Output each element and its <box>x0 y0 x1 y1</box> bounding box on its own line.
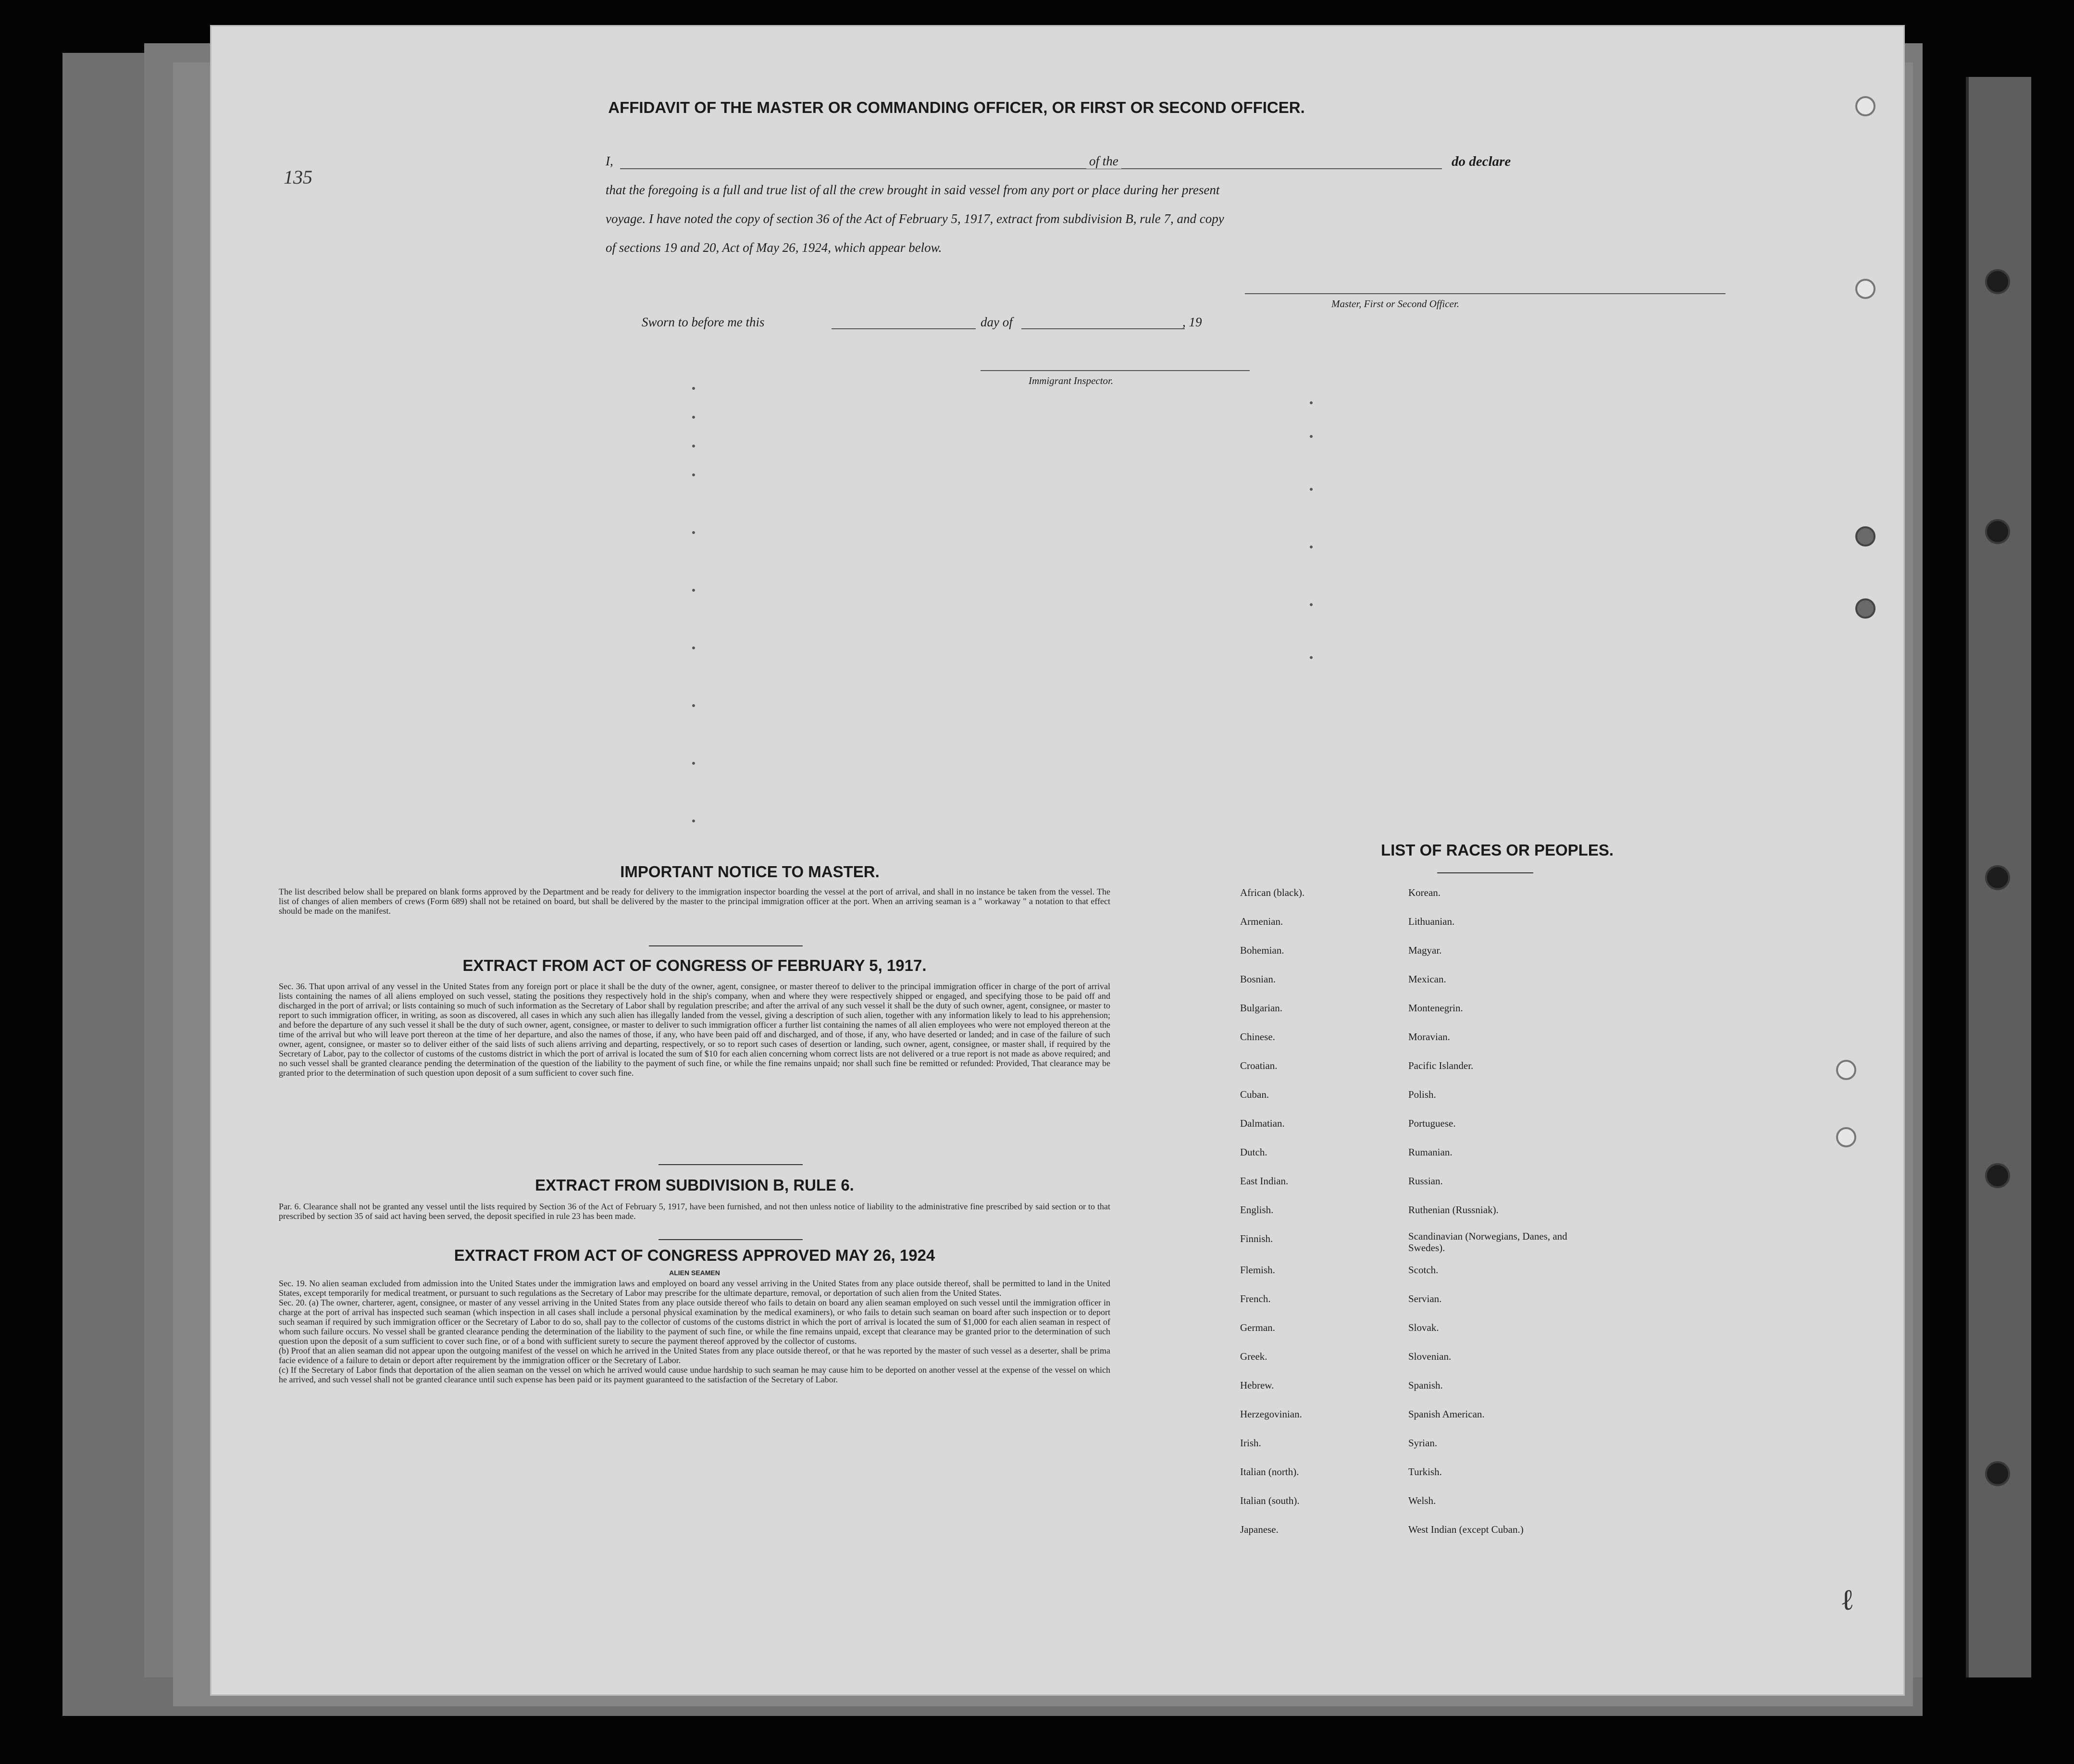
race-item: Spanish American. <box>1408 1408 1485 1420</box>
inspector-label: Immigrant Inspector. <box>1029 375 1114 386</box>
pencil-mark: ℓ <box>1838 1583 1856 1617</box>
form-dot <box>1310 488 1313 491</box>
race-item: French. <box>1240 1293 1271 1304</box>
race-item: Irish. <box>1240 1437 1261 1449</box>
race-item: Dalmatian. <box>1240 1118 1285 1129</box>
form-dot <box>692 589 695 592</box>
race-item: English. <box>1240 1204 1274 1216</box>
notice-title: IMPORTANT NOTICE TO MASTER. <box>620 863 880 881</box>
race-item: Moravian. <box>1408 1031 1450 1043</box>
form-dot <box>1310 435 1313 438</box>
form-dot <box>692 531 695 534</box>
race-item: Russian. <box>1408 1175 1443 1187</box>
form-dot <box>692 445 695 447</box>
affidavit-line-3: voyage. I have noted the copy of section 36 of the Act of February 5, 1917, extract from subdivision B, rule 7, and copy <box>606 211 1224 226</box>
race-item: Italian (north). <box>1240 1466 1299 1478</box>
affidavit-do-declare-label: do declare <box>1452 154 1511 169</box>
binder-ring <box>1836 1127 1856 1147</box>
race-item: Mexican. <box>1408 973 1446 985</box>
race-item: Slovak. <box>1408 1322 1439 1333</box>
race-item: Scotch. <box>1408 1264 1439 1276</box>
binder-ring <box>1855 279 1875 299</box>
binder-ring <box>1855 598 1875 619</box>
extract-1924-sec20c: (c) If the Secretary of Labor finds that deportation of the alien seaman on the vessel on which he arrived would cause undue hardship to such seaman he may cause him to be deported on another vessel at the expense of the vessel on which he arrived, and such vessel shall not be granted clearance until such expense has been paid or its payment guaranteed to the satisfaction of the Secretary of Labor. <box>279 1365 1110 1384</box>
race-item: Welsh. <box>1408 1495 1436 1506</box>
extract-rule6-title: EXTRACT FROM SUBDIVISION B, RULE 6. <box>535 1176 854 1194</box>
race-item: Rumanian. <box>1408 1146 1453 1158</box>
race-item: Scandinavian (Norwegians, Danes, and Swedes). <box>1408 1230 1567 1254</box>
vessel-name-line <box>1144 168 1442 169</box>
race-item: East Indian. <box>1240 1175 1289 1187</box>
race-item: Finnish. <box>1240 1233 1273 1244</box>
form-dot <box>1310 603 1313 606</box>
punch-hole <box>1985 1163 2010 1188</box>
punch-hole <box>1985 519 2010 544</box>
form-dot <box>692 416 695 419</box>
race-item: Ruthenian (Russniak). <box>1408 1204 1499 1216</box>
section-divider <box>649 945 803 946</box>
extract-rule6-paragraph: Par. 6. Clearance shall not be granted any vessel until the lists required by Section 36 of the Act of February 5, 1917, have been furnished, and not then unless notice of liability to the administrative fine prescribed by said section or to that prescribed by section 35 of said act having been served, the deposit specified in rule 23 has been made. <box>279 1202 1110 1221</box>
form-dot <box>1310 401 1313 404</box>
race-item: Turkish. <box>1408 1466 1442 1478</box>
master-signature-label: Master, First or Second Officer. <box>1331 298 1459 310</box>
form-dot <box>692 387 695 390</box>
race-item: Spanish. <box>1408 1379 1443 1391</box>
extract-1917-text <box>279 981 1110 1078</box>
form-dot <box>692 820 695 822</box>
race-item: Lithuanian. <box>1408 916 1455 927</box>
race-item: Armenian. <box>1240 916 1283 927</box>
section-divider <box>658 1164 803 1165</box>
punch-hole <box>1985 865 2010 890</box>
form-dot <box>692 473 695 476</box>
punch-hole <box>1985 269 2010 294</box>
section-divider <box>658 1239 803 1240</box>
race-item: Bohemian. <box>1240 944 1284 956</box>
race-item: Dutch. <box>1240 1146 1267 1158</box>
race-item: Herzegovinian. <box>1240 1408 1302 1420</box>
sworn-year-label: , 19 <box>1182 315 1202 329</box>
extract-1924-title: EXTRACT FROM ACT OF CONGRESS APPROVED MAY 26, 1924 <box>454 1246 935 1264</box>
race-item: Slovenian. <box>1408 1351 1452 1362</box>
race-item: Bulgarian. <box>1240 1002 1283 1014</box>
races-title: LIST OF RACES OR PEOPLES. <box>1380 841 1614 859</box>
sworn-day-line <box>832 328 976 329</box>
race-item: German. <box>1240 1322 1275 1333</box>
extract-rule6-text <box>279 1202 1110 1221</box>
race-item: Syrian. <box>1408 1437 1438 1449</box>
race-item: Bosnian. <box>1240 973 1276 985</box>
notice-text <box>279 887 1110 916</box>
affidavit-title: AFFIDAVIT OF THE MASTER OR COMMANDING OFFICER, OR FIRST OR SECOND OFFICER. <box>608 99 1305 116</box>
affidavit-i-label: I, <box>606 154 613 168</box>
section-divider <box>1437 872 1533 873</box>
sworn-month-line <box>1021 328 1185 329</box>
manifest-page <box>211 26 1903 1694</box>
form-dot <box>692 646 695 649</box>
race-item: Hebrew. <box>1240 1379 1274 1391</box>
affidavit-line-2: that the foregoing is a full and true list of all the crew brought in said vessel from any port or place during her present <box>606 183 1220 197</box>
extract-1924-sec20a: Sec. 20. (a) The owner, charterer, agent, consignee, or master of any vessel arriving in the United States from any place outside thereof who fails to detain on board any alien seaman employed on such vessel until the immigration officer in charge at the port of arrival has inspected such seaman (which inspection in all cases shall include a personal physical examination by the medical examiners), or who fails to detain such seaman on board after such inspection or to deport such seaman if required by such immigration officer or the Secretary of Labor to do so, shall pay to the collector of customs of the customs district in which the port of arrival is located the sum of $1,000 for each alien seaman in respect of whom such failure occurs. No vessel shall be granted clearance pending the determination of the liability to the payment of such fine, or while the fine remains unpaid, except that clearance may be granted prior to the determination of such question upon the deposit of a sum sufficient to cover such fine, or of a bond with sufficient surety to secure the payment thereof approved by the collector of customs. <box>279 1298 1110 1346</box>
affidavit-of-the-label: of the <box>1086 154 1121 169</box>
form-dot <box>692 762 695 765</box>
master-signature-line <box>1245 293 1726 294</box>
punch-hole <box>1985 1461 2010 1486</box>
race-item: Japanese. <box>1240 1524 1279 1535</box>
race-item: Cuban. <box>1240 1089 1269 1100</box>
notice-paragraph: The list described below shall be prepared on blank forms approved by the Department and be ready for delivery to the immigration inspector boarding the vessel at the port of arrival, and shall in no instance be taken from the vessel. The list of changes of alien members of crews (Form 689) shall not be retained on board, but shall be delivered by the master to the principal immigration officer at the port. When an arriving seaman is a " workaway " a notation to that effect should be made on the manifest. <box>279 887 1110 916</box>
binder-ring <box>1855 526 1875 547</box>
extract-1924-sec19: Sec. 19. No alien seaman excluded from admission into the United States under the immigration laws and employed on board any vessel arriving in the United States from any place outside thereof, shall be permitted to land in the United States, except temporarily for medical treatment, or pursuant to such regulations as the Secretary of Labor may prescribe for the ultimate departure, removal, or deportation of such alien from the United States. <box>279 1279 1110 1298</box>
race-item: Montenegrin. <box>1408 1002 1463 1014</box>
race-item: Servian. <box>1408 1293 1442 1304</box>
race-item: Greek. <box>1240 1351 1267 1362</box>
binder-ring <box>1855 96 1875 116</box>
race-item: Korean. <box>1408 887 1441 898</box>
sworn-label: Sworn to before me this <box>642 315 765 329</box>
race-item: Flemish. <box>1240 1264 1275 1276</box>
handwritten-page-number: 135 <box>284 166 312 188</box>
race-item: Magyar. <box>1408 944 1442 956</box>
sworn-day-of-label: day of <box>981 315 1013 329</box>
extract-1924-text <box>279 1279 1110 1384</box>
race-item: Italian (south). <box>1240 1495 1300 1506</box>
form-dot <box>692 704 695 707</box>
extract-1924-subtitle: ALIEN SEAMEN <box>669 1269 720 1277</box>
race-item: Portuguese. <box>1408 1118 1456 1129</box>
binder-ring <box>1836 1060 1856 1080</box>
inspector-signature-line <box>981 370 1250 371</box>
extract-1924-sec20b: (b) Proof that an alien seaman did not appear upon the outgoing manifest of the vessel on which he arrived in the United States from any place outside thereof, or that he was reported by the master of such vessel as a deserter, shall be prima facie evidence of a failure to detain or deport after requirement by the immigration officer or the Secretary of Labor. <box>279 1346 1110 1365</box>
race-item: Polish. <box>1408 1089 1436 1100</box>
form-dot <box>1310 546 1313 548</box>
race-item: Chinese. <box>1240 1031 1275 1043</box>
affidavit-line-4: of sections 19 and 20, Act of May 26, 1924, which appear below. <box>606 240 942 255</box>
race-item: Croatian. <box>1240 1060 1278 1071</box>
extract-1917-paragraph: Sec. 36. That upon arrival of any vessel in the United States from any foreign port or place it shall be the duty of the owner, agent, consignee, or master thereof to deliver to the principal immigration officer in charge of the port of arrival lists containing the names of all aliens employed on such vessel, stating the positions they respectively hold in the ship's company, when and where they were respectively shipped or engaged, and specifying those to be paid off and discharged in the port of arrival; or lists containing so much of such information as the Secretary of Labor shall by regulation prescribe; and after the arrival of any such vessel it shall be the duty of such owner, agent, consignee, or master to report to such immigration officer, in writing, as soon as discovered, all cases in which any such alien has illegally landed from the vessel, giving a description of such alien, together with any information likely to lead to his apprehension; and before the departure of any such vessel it shall be the duty of such owner, agent, consignee, or master to deliver to such immigration officer a further list containing the names of all alien employees who were not employed thereon at the time of the arrival but who will leave port thereon at the time of her departure, and also the names of those, if any, who have been paid off and discharged, and of those, if any, who have deserted or landed; and in case of the failure of such owner, agent, consignee, or master so to deliver either of the said lists of such aliens arriving and departing, respectively, or so to report such cases of desertion or landing, such owner, agent, consignee, or master shall, if required by the Secretary of Labor, pay to the collector of customs of the customs district in which the port of arrival is located the sum of $10 for each alien concerning whom correct lists are not delivered or a true report is not made as above required; and no such vessel shall be granted clearance pending the determination of the question of the liability to the payment of such fine, or while the fine remains unpaid; nor shall such fine be remitted or refunded: Provided, That clearance may be granted prior to the determination of such question upon deposit of a sum sufficient to cover such fine. <box>279 981 1110 1078</box>
race-item: African (black). <box>1240 887 1305 898</box>
extract-1917-title: EXTRACT FROM ACT OF CONGRESS OF FEBRUARY 5, 1917. <box>462 957 927 974</box>
race-item: Pacific Islander. <box>1408 1060 1474 1071</box>
form-dot <box>1310 656 1313 659</box>
race-item: West Indian (except Cuban.) <box>1408 1524 1524 1535</box>
